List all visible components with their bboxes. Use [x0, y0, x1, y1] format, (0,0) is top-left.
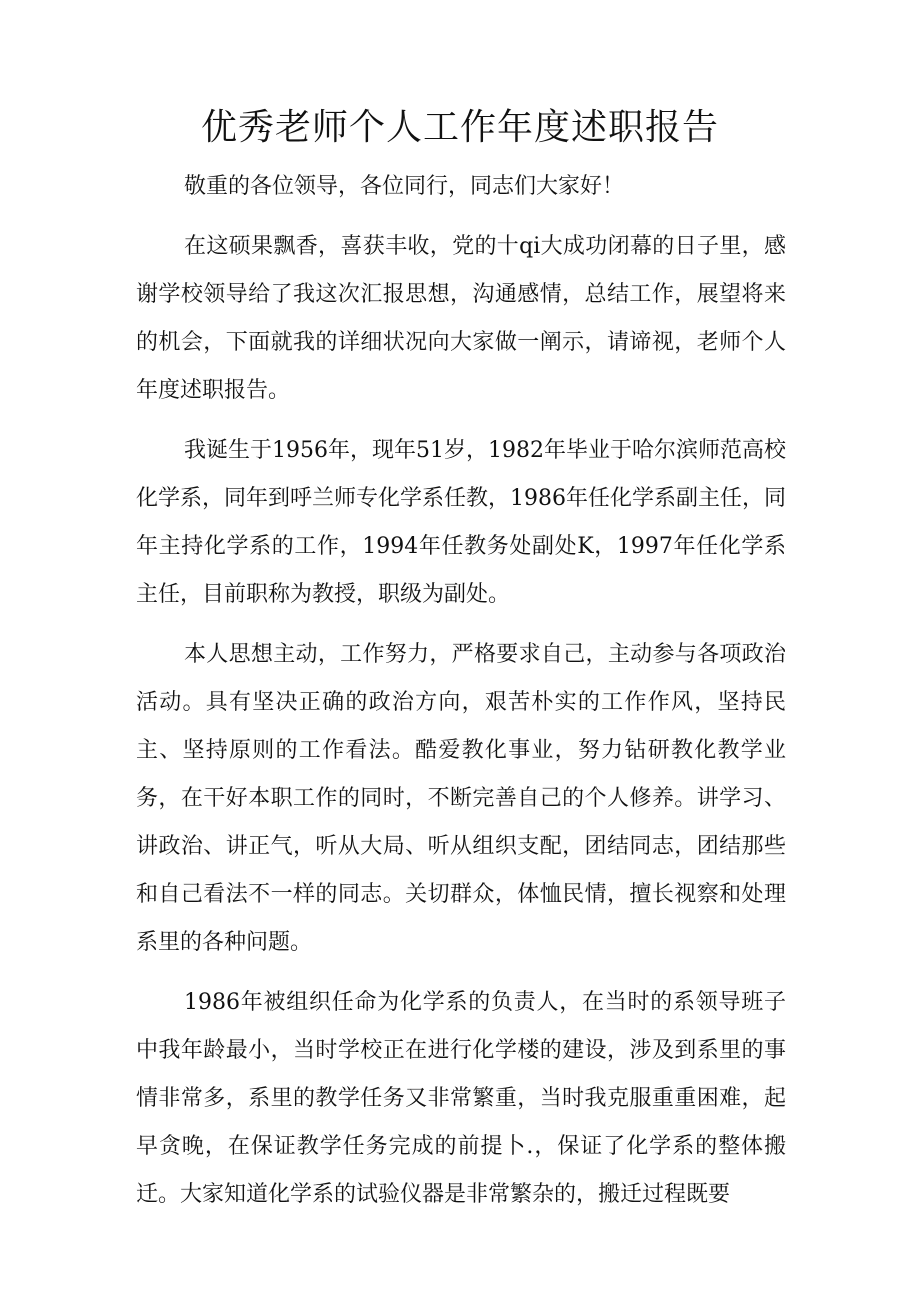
paragraph-greeting: 敬重的各位领导，各位同行，同志们大家好！ — [184, 174, 625, 199]
paragraph-1986-appointment: 1986年被组织任命为化学系的负责人，在当时的系领导班子中我年龄最小，当时学校正在进行化学楼的建设，涉及到系里的事情非常多，系里的教学任务又非常繁重，当时我克服重重困难，起早贪晚，在保证教学任务完成的前提卜.，保证了化学系的整体搬迁。大家知道化学系的试验仪器是非常繁杂的，搬迁过程既要 — [136, 990, 786, 1207]
document-body — [136, 163, 786, 1231]
paragraph-attitude: 本人思想主动，工作努力，严格要求自己，主动参与各项政治活动。具有坚决正确的政治方向，艰苦朴实的工作作风，坚持民主、坚持原则的工作看法。酷爱教化事业，努力钻研教化教学业务，在干好本职工作的同时，不断完善自己的个人修养。讲学习、讲政治、讲正气，听从大局、听从组织支配，团结同志，团结那些和自己看法不一样的同志。关切群众，体恤民情，擅长视察和处理系里的各种问题。 — [136, 642, 786, 955]
paragraph-background: 我诞生于1956年，现年51岁，1982年毕业于哈尔滨师范高校化学系，同年到呼兰师专化学系任教，1986年任化学系副主任，同年主持化学系的工作，1994年任教务处副处K，1997年任化学系主任，目前职称为教授，职级为副处。 — [136, 438, 786, 607]
document-title: 优秀老师个人工作年度述职报告 — [200, 107, 719, 148]
paragraph-introduction: 在这硕果飘香，喜获丰收，党的十qi大成功闭幕的日子里，感谢学校领导给了我这次汇报思想，沟通感情，总结工作，展望将来的机会，下面就我的详细状况向大家做一阐示，请谛视，老师个人年度述职报告。 — [136, 234, 786, 403]
